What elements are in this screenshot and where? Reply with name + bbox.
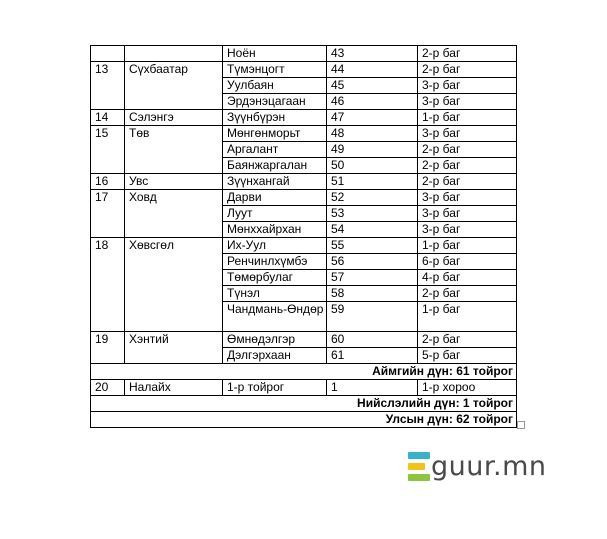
aimag-cell: Төв: [125, 126, 223, 174]
soum-cell: Мөнххайрхан: [223, 222, 327, 238]
unit-cell: 3-р баг: [418, 190, 517, 206]
aimag-cell: [125, 46, 223, 62]
aimag-cell: Увс: [125, 174, 223, 190]
district-number-cell: 58: [327, 286, 418, 302]
aimag-cell: Ховд: [125, 190, 223, 238]
unit-cell: 2-р баг: [418, 158, 517, 174]
soum-cell: Төмөрбулаг: [223, 270, 327, 286]
soum-cell: Зүүнхангай: [223, 174, 327, 190]
aimag-cell: Сүхбаатар: [125, 62, 223, 110]
capital-total: Нийслэлийн дүн: 1 тойрог: [91, 396, 517, 412]
district-number-cell: 57: [327, 270, 418, 286]
table-row: [91, 174, 517, 190]
number-cell: 20: [91, 380, 125, 396]
aimag-total: Аймгийн дүн: 61 тойрог: [91, 364, 517, 380]
soum-cell: Дарви: [223, 190, 327, 206]
table-row: [91, 238, 517, 254]
district-number-cell: 50: [327, 158, 418, 174]
number-cell: [91, 46, 125, 62]
unit-cell: 6-р баг: [418, 254, 517, 270]
soum-cell: Дэлгэрхаан: [223, 348, 327, 364]
soum-cell: Аргалант: [223, 142, 327, 158]
number-cell: 13: [91, 62, 125, 110]
number-cell: 16: [91, 174, 125, 190]
district-number-cell: 53: [327, 206, 418, 222]
number-cell: 14: [91, 110, 125, 126]
total-row: [91, 412, 517, 428]
district-number-cell: 1: [327, 380, 418, 396]
table-row: [91, 380, 517, 396]
district-number-cell: 43: [327, 46, 418, 62]
district-number-cell: 56: [327, 254, 418, 270]
logo-e-mark: [408, 452, 430, 482]
unit-cell: 1-р баг: [418, 110, 517, 126]
unit-cell: 2-р баг: [418, 142, 517, 158]
unit-cell: 2-р баг: [418, 286, 517, 302]
unit-cell: 1-р баг: [418, 302, 517, 332]
unit-cell: 3-р баг: [418, 94, 517, 110]
soum-cell: Ренчинлхүмбэ: [223, 254, 327, 270]
table-row: [91, 62, 517, 78]
district-number-cell: 46: [327, 94, 418, 110]
number-cell: 15: [91, 126, 125, 174]
table-row: [91, 46, 517, 62]
soum-cell: Ноён: [223, 46, 327, 62]
district-number-cell: 59: [327, 302, 418, 332]
unit-cell: 2-р баг: [418, 174, 517, 190]
district-number-cell: 47: [327, 110, 418, 126]
table-row: [91, 332, 517, 348]
table-row: [91, 190, 517, 206]
unit-cell: 1-р хороо: [418, 380, 517, 396]
district-number-cell: 49: [327, 142, 418, 158]
soum-cell: Эрдэнэцагаан: [223, 94, 327, 110]
number-cell: 17: [91, 190, 125, 238]
soum-cell: Түнэл: [223, 286, 327, 302]
district-number-cell: 61: [327, 348, 418, 364]
district-number-cell: 55: [327, 238, 418, 254]
soum-cell: Луут: [223, 206, 327, 222]
eguur-logo: [408, 448, 546, 482]
total-row: [91, 396, 517, 412]
total-row: [91, 364, 517, 380]
soum-cell: Зүүнбүрэн: [223, 110, 327, 126]
unit-cell: 5-р баг: [418, 348, 517, 364]
unit-cell: 1-р баг: [418, 238, 517, 254]
district-number-cell: 54: [327, 222, 418, 238]
district-number-cell: 60: [327, 332, 418, 348]
district-number-cell: 51: [327, 174, 418, 190]
unit-cell: 2-р баг: [418, 62, 517, 78]
district-number-cell: 45: [327, 78, 418, 94]
soum-cell: Баянжаргалан: [223, 158, 327, 174]
national-total: Улсын дүн: 62 тойрог: [91, 412, 517, 428]
soum-cell: Их-Уул: [223, 238, 327, 254]
aimag-cell: Сэлэнгэ: [125, 110, 223, 126]
aimag-cell: Налайх: [125, 380, 223, 396]
number-cell: 18: [91, 238, 125, 332]
soum-cell: Мөнгөнморьт: [223, 126, 327, 142]
unit-cell: 3-р баг: [418, 222, 517, 238]
logo-wordmark: guur.mn: [431, 451, 547, 482]
table-row: [91, 126, 517, 142]
soum-cell: Өмнөдэлгэр: [223, 332, 327, 348]
unit-cell: 4-р баг: [418, 270, 517, 286]
election-district-table: [90, 45, 517, 428]
unit-cell: 2-р баг: [418, 46, 517, 62]
soum-cell: 1-р тойрог: [223, 380, 327, 396]
number-cell: 19: [91, 332, 125, 364]
aimag-cell: Хөвсгөл: [125, 238, 223, 332]
unit-cell: 3-р баг: [418, 78, 517, 94]
unit-cell: 3-р баг: [418, 206, 517, 222]
aimag-cell: Хэнтий: [125, 332, 223, 364]
district-number-cell: 44: [327, 62, 418, 78]
table-row: [91, 110, 517, 126]
unit-cell: 2-р баг: [418, 332, 517, 348]
district-number-cell: 52: [327, 190, 418, 206]
soum-cell: Чандмань-Өндөр: [223, 302, 327, 332]
table-resize-handle[interactable]: [517, 421, 525, 429]
soum-cell: Түмэнцогт: [223, 62, 327, 78]
unit-cell: 3-р баг: [418, 126, 517, 142]
district-number-cell: 48: [327, 126, 418, 142]
soum-cell: Уулбаян: [223, 78, 327, 94]
